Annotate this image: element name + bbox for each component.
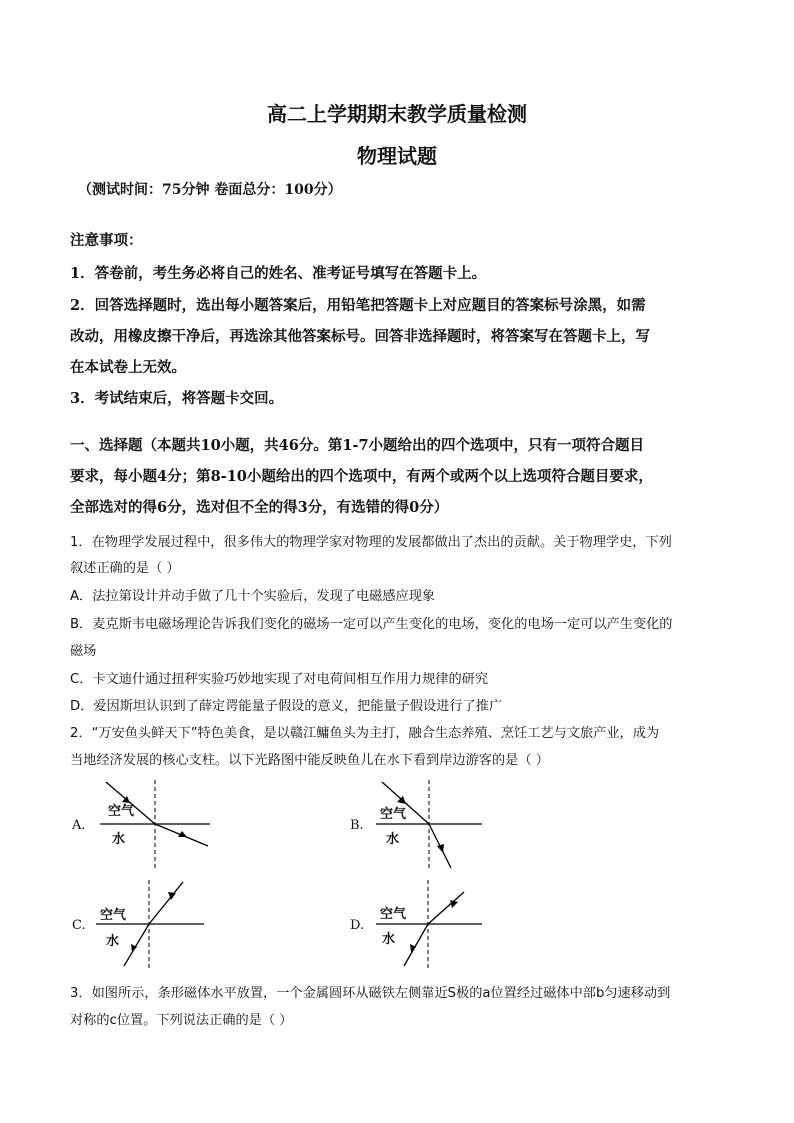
q1-option-b-line-2: 磁场 <box>70 644 97 659</box>
notice-item-1: 1．答卷前，考生务必将自己的姓名、准考证号填写在答题卡上。 <box>70 265 487 282</box>
figure-d <box>350 878 500 970</box>
section-heading-line-1: 一、选择题（本题共10小题，共46分。第1-7小题给出的四个选项中，只有一项符合题目 <box>70 437 645 454</box>
figure-a-air-label: 空气 <box>108 804 135 819</box>
q1-stem-line-1: 1．在物理学发展过程中，很多伟大的物理学家对物理的发展都做出了杰出的贡献。关于物理学史，下列 <box>70 535 672 550</box>
q2-stem-line-1: 2．“万安鱼头鲜天下”特色美食，是以赣江鳙鱼头为主打，融合生态养殖、烹饪工艺与文旅产业，成为 <box>70 726 660 741</box>
section-heading-line-2: 要求，每小题4分；第8-10小题给出的四个选项中，有两个或两个以上选项符合题目要求， <box>70 468 653 485</box>
q1-option-d: D．爱因斯坦认识到了薛定谔能量子假设的意义，把能量子假设进行了推广 <box>70 699 503 714</box>
figure-a-diagram <box>72 778 222 870</box>
q3-stem-line-1: 3．如图所示，条形磁体水平放置，一个金属圆环从磁铁左侧靠近S极的a位置经过磁体中部b匀速移动到 <box>70 986 671 1001</box>
q3-stem-line-2: 对称的c位置。下列说法正确的是（ ） <box>70 1013 293 1028</box>
figure-d-water-label: 水 <box>382 932 396 947</box>
q1-option-c: C．卡文迪什通过扭秤实验巧妙地实现了对电荷间相互作用力规律的研究 <box>70 672 489 687</box>
q1-stem-line-2: 叙述正确的是（ ） <box>70 561 180 576</box>
page-subtitle: 物理试题 <box>357 144 437 168</box>
q1-option-b-line-1: B．麦克斯韦电磁场理论告诉我们变化的磁场一定可以产生变化的电场，变化的电场一定可以产生变化的 <box>70 617 673 632</box>
figure-b-water-label: 水 <box>386 832 400 847</box>
figure-a-water-label: 水 <box>112 832 126 847</box>
figure-d-label: D. <box>350 918 365 933</box>
figure-b-diagram <box>350 778 500 870</box>
figure-b <box>350 778 500 870</box>
exam-info: （测试时间：75分钟 卷面总分：100分） <box>78 182 342 198</box>
figure-a-label: A. <box>72 818 86 833</box>
figure-c-water-label: 水 <box>106 934 120 949</box>
section-heading-line-3: 全部选对的得6分，选对但不全的得3分，有选错的得0分） <box>70 499 449 516</box>
figure-c-air-label: 空气 <box>100 908 127 923</box>
figure-c-diagram <box>72 878 222 970</box>
figure-b-air-label: 空气 <box>380 807 407 822</box>
figure-d-air-label: 空气 <box>380 907 407 922</box>
q2-stem-line-2: 当地经济发展的核心支柱。以下光路图中能反映鱼儿在水下看到岸边游客的是（ ） <box>70 753 549 768</box>
notice-heading: 注意事项： <box>70 232 143 249</box>
figure-b-label: B. <box>350 818 364 833</box>
notice-item-2-line-3: 在本试卷上无效。 <box>70 359 186 376</box>
figure-a <box>72 778 222 870</box>
figure-c-label: C. <box>72 918 86 933</box>
page-title: 高二上学期期末教学质量检测 <box>267 102 527 126</box>
figure-d-diagram <box>350 878 500 970</box>
notice-item-2-line-1: 2．回答选择题时，选出每小题答案后，用铅笔把答题卡上对应题目的答案标号涂黑，如需 <box>70 297 646 314</box>
q1-option-a: A．法拉第设计并动手做了几十个实验后，发现了电磁感应现象 <box>70 589 436 604</box>
figure-c <box>72 878 222 970</box>
notice-item-2-line-2: 改动，用橡皮擦干净后，再选涂其他答案标号。回答非选择题时，将答案写在答题卡上，写 <box>70 328 650 345</box>
notice-item-3: 3．考试结束后，将答题卡交回。 <box>70 390 284 407</box>
